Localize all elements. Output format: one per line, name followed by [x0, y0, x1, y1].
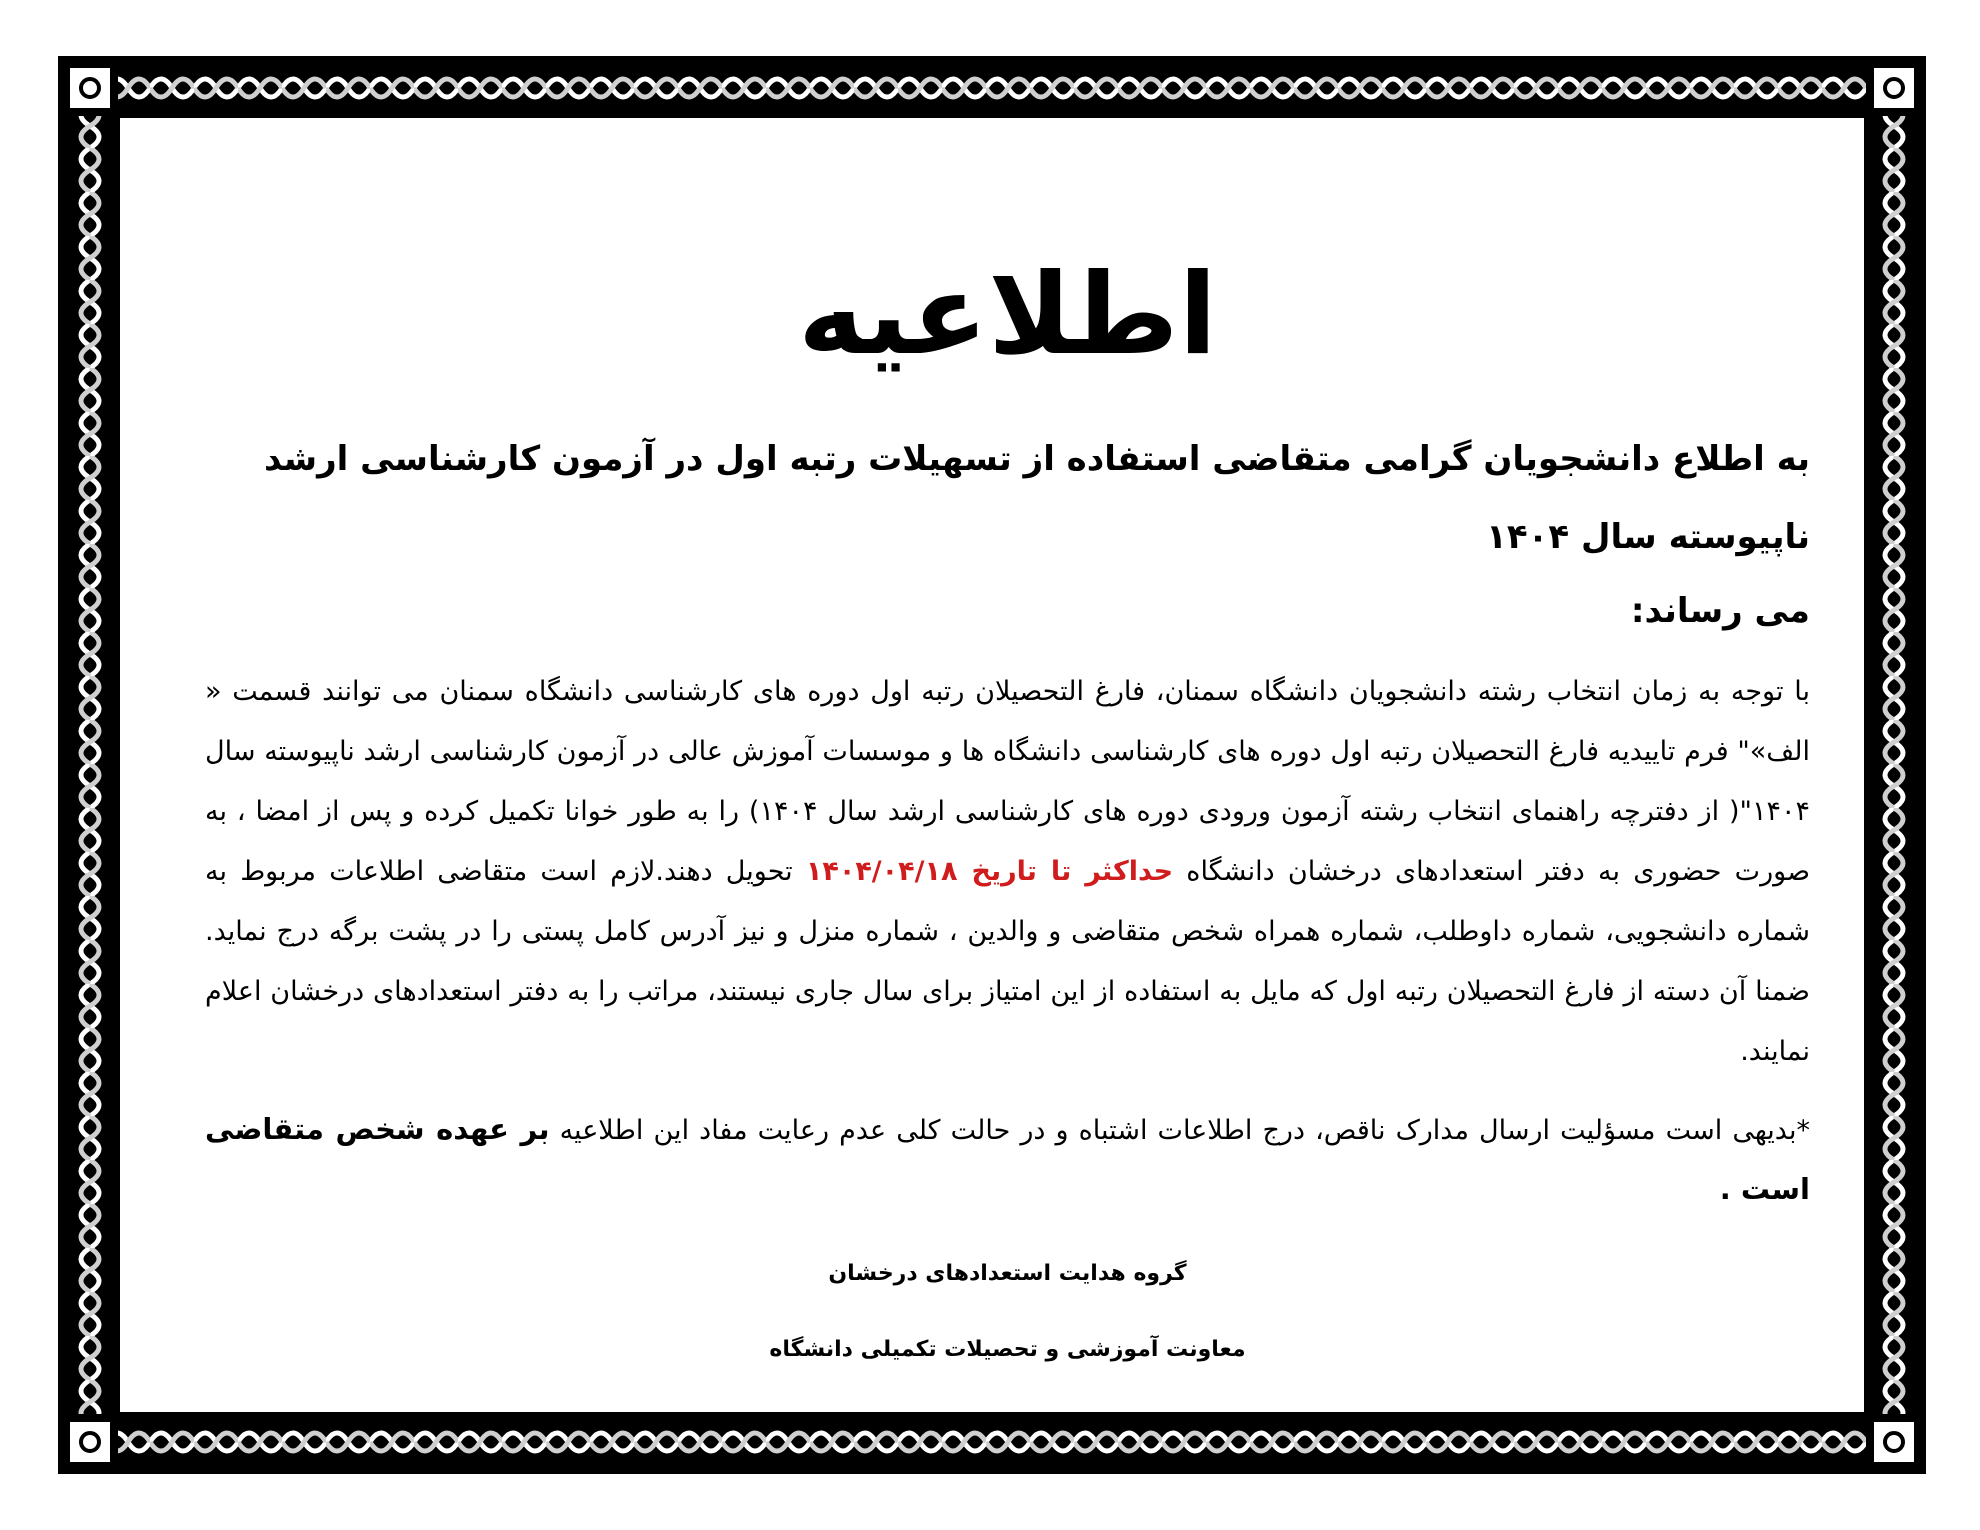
deadline-highlight: حداکثر تا تاریخ ۱۴۰۴/۰۴/۱۸ [805, 856, 1174, 887]
page-title: اطلاعیه [797, 250, 1218, 380]
responsibility-note [205, 1100, 1810, 1220]
corner-ornament-bottom-right [1872, 1420, 1916, 1464]
announcement [205, 180, 1810, 1388]
signature-block [205, 1236, 1810, 1388]
chain-pattern-left [62, 60, 118, 1470]
corner-ornament-top-left [68, 66, 112, 110]
signature-office: معاونت آموزشی و تحصیلات تکمیلی دانشگاه [769, 1337, 1246, 1362]
frame-border-right [1866, 60, 1922, 1470]
signature-group: گروه هدایت استعدادهای درخشان [828, 1261, 1187, 1286]
corner-ornament-bottom-left [68, 1420, 112, 1464]
ring-icon [1883, 77, 1905, 99]
frame-border-bottom [62, 1414, 1922, 1470]
body-text-part2: تحویل دهند.لازم است متقاضی اطلاعات مربوط به شماره دانشجویی، شماره داوطلب، شماره همراه شخص متقاضی و والدین ، شماره منزل و نیز آدرس کامل پستی را در پشت برگه درج نماید. ضمنا آن دسته از فارغ التحصیلان رتبه اول که مایل به استفاده از این امتیاز برای سال جاری نیستند، مراتب را به دفتر استعدادهای درخشان اعلام نمایند. [205, 856, 1810, 1067]
chain-pattern-top [62, 60, 1922, 116]
headline-continuation: می رساند: [1630, 591, 1810, 631]
headline: به اطلاع دانشجویان گرامی متقاضی استفاده از تسهیلات رتبه اول در آزمون کارشناسی ارشد ناپیوسته سال ۱۴۰۴ [264, 439, 1810, 557]
corner-ornament-top-right [1872, 66, 1916, 110]
chain-pattern-right [1866, 60, 1922, 1470]
body-text-part1: با توجه به زمان انتخاب رشته دانشجویان دانشگاه سمنان، فارغ التحصیلان رتبه اول دوره های کارشناسی دانشگاه سمنان می توانند قسمت « الف»" فرم تاییدیه فارغ التحصیلان رتبه اول دوره های کارشناسی دانشگاه ها و موسسات آموزش عالی در آزمون کارشناسی ارشد ناپیوسته سال ۱۴۰۴"( از دفترچه راهنمای انتخاب رشته آزمون ورودی دوره های کارشناسی ارشد سال ۱۴۰۴) را به طور خوانا تکمیل کرده و پس از امضا ، به صورت حضوری به دفتر استعدادهای درخشان دانشگاه [205, 676, 1810, 887]
frame-border-left [62, 60, 118, 1470]
ring-icon [79, 1431, 101, 1453]
body-paragraph [205, 662, 1810, 1082]
ring-icon [1883, 1431, 1905, 1453]
chain-pattern-bottom [62, 1414, 1922, 1470]
note-text: *بدیهی است مسؤلیت ارسال مدارک ناقص، درج اطلاعات اشتباه و در حالت کلی عدم رعایت مفاد این اطلاعیه [549, 1115, 1810, 1146]
note-ending: است . [1719, 1172, 1810, 1206]
ring-icon [79, 77, 101, 99]
frame-border-top [62, 60, 1922, 116]
note-emphasis: بر عهده شخص متقاضی [205, 1112, 550, 1146]
